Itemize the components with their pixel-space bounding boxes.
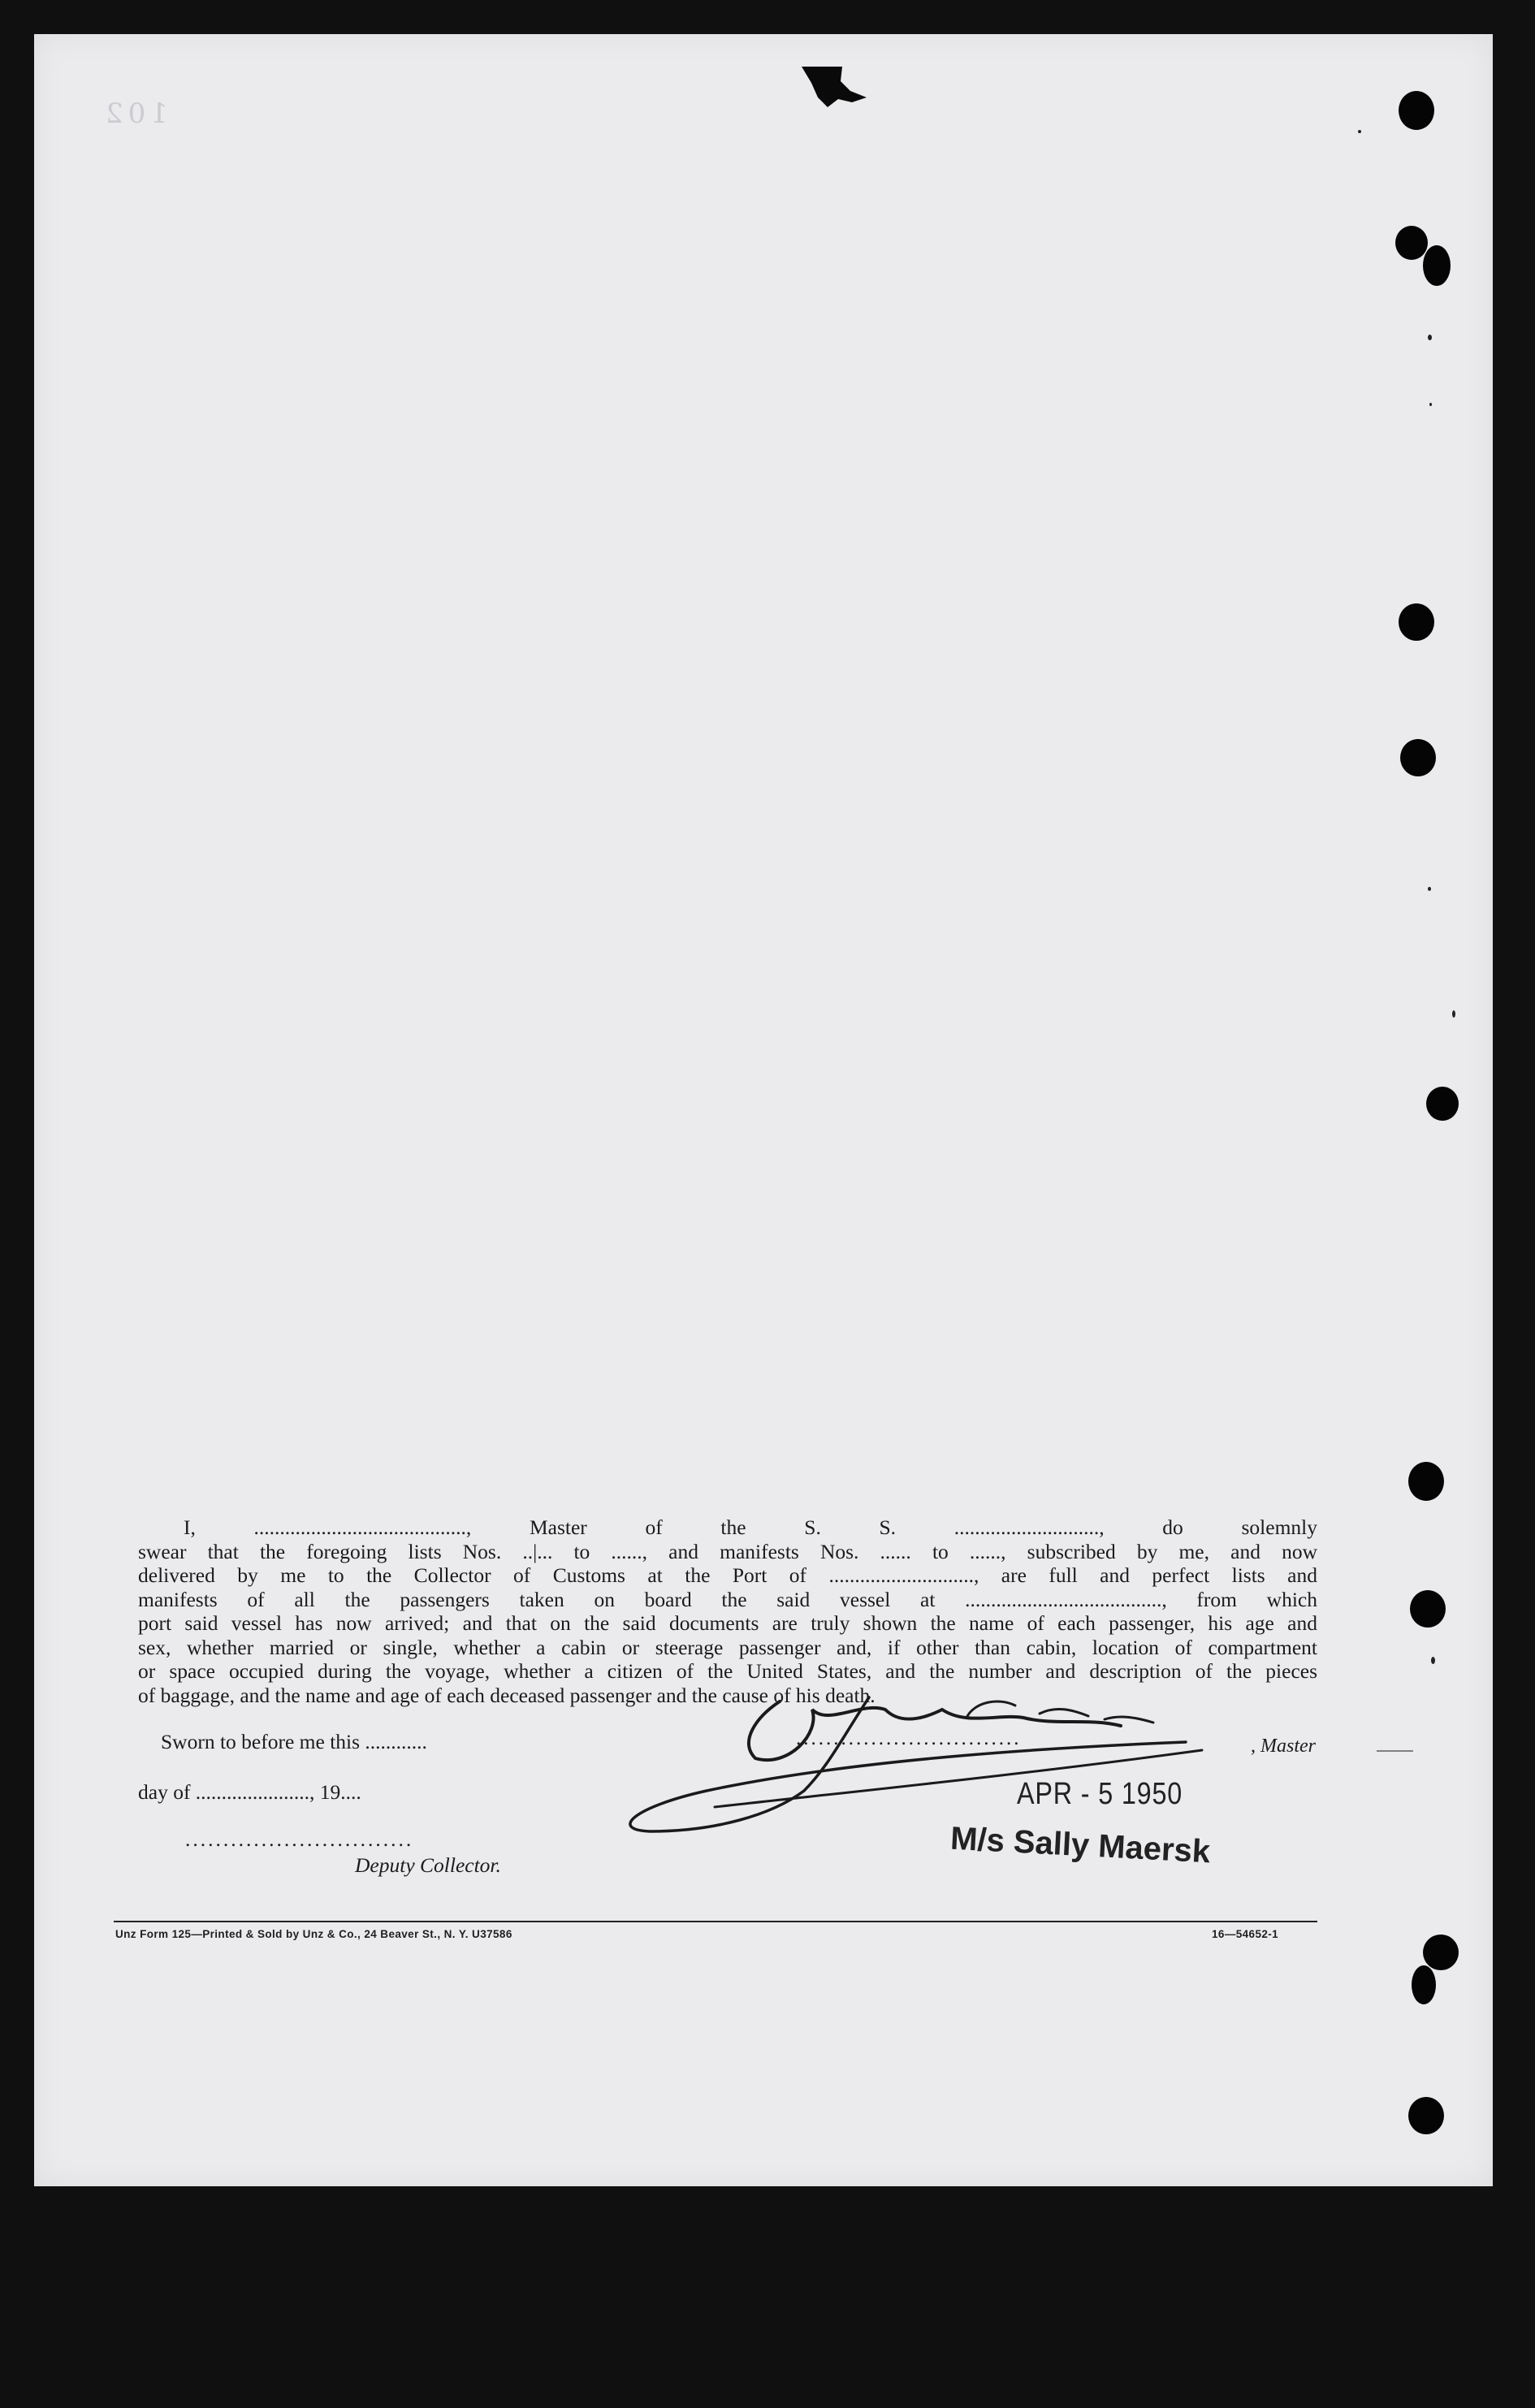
bleed-through-number: 102 [101,97,168,130]
ship-name-stamp: M/s Sally Maersk [949,1820,1212,1870]
punch-hole [1423,245,1451,286]
date-stamp: APR - 5 1950 [1017,1777,1183,1811]
punch-hole [1426,1087,1459,1121]
master-label: , Master [1251,1736,1316,1757]
oath-line: or space occupied during the voyage, whether a citizen of the United States, and the number and description of the pieces [138,1659,1317,1683]
punch-hole [1400,739,1436,776]
handwritten-signature [617,1693,1283,1848]
punch-hole [1410,1590,1446,1628]
form-number: 16—54652-1 [1212,1928,1279,1940]
punch-hole [1395,226,1428,260]
oath-line: port said vessel has now arrived; and that on the said documents are truly shown the name of each passenger, his age and [138,1611,1317,1635]
footer-rule [114,1921,1317,1922]
punch-hole [1399,603,1434,641]
punch-hole [1412,1965,1436,2004]
speck [1428,335,1432,340]
punch-hole [1423,1935,1459,1970]
speck [1429,403,1432,406]
speck [1431,1657,1435,1664]
punch-hole [1408,1462,1444,1501]
punch-hole [1408,2097,1444,2134]
deputy-collector-label: Deputy Collector. [355,1853,501,1877]
ink-blot [793,67,875,132]
master-signature-line: .............................. [796,1727,1022,1749]
speck [1428,887,1431,891]
paper-sheet [34,34,1493,2186]
oath-line: I, ........................................., Master of the S. S. ............................, do solemnly [184,1515,1317,1539]
master-oath-paragraph [138,1515,1317,1707]
oath-line: manifests of all the passengers taken on board the said vessel at ......................................, from which [138,1587,1317,1611]
deputy-signature-line: .............................. [185,1827,414,1851]
oath-line: delivered by me to the Collector of Customs at the Port of ............................, are full and perfect lists and [138,1563,1317,1587]
speck [1452,1010,1455,1018]
sworn-line: Sworn to before me this ............ [161,1730,427,1753]
oath-line: of baggage, and the name and age of each deceased passenger and the cause of his death. [138,1683,876,1707]
oath-line: swear that the foregoing lists Nos. ..|... to ......, and manifests Nos. ...... to ......, subscribed by me, and now [138,1539,1317,1563]
printer-imprint: Unz Form 125—Printed & Sold by Unz & Co., 24 Beaver St., N. Y. U37586 [115,1928,512,1940]
day-of-line: day of ......................, 19.... [138,1780,361,1804]
punch-hole [1399,91,1434,130]
stray-mark [1377,1750,1413,1752]
oath-line: sex, whether married or single, whether a cabin or steerage passenger and, if other than cabin, location of compartment [138,1635,1317,1659]
speck [1358,130,1361,133]
